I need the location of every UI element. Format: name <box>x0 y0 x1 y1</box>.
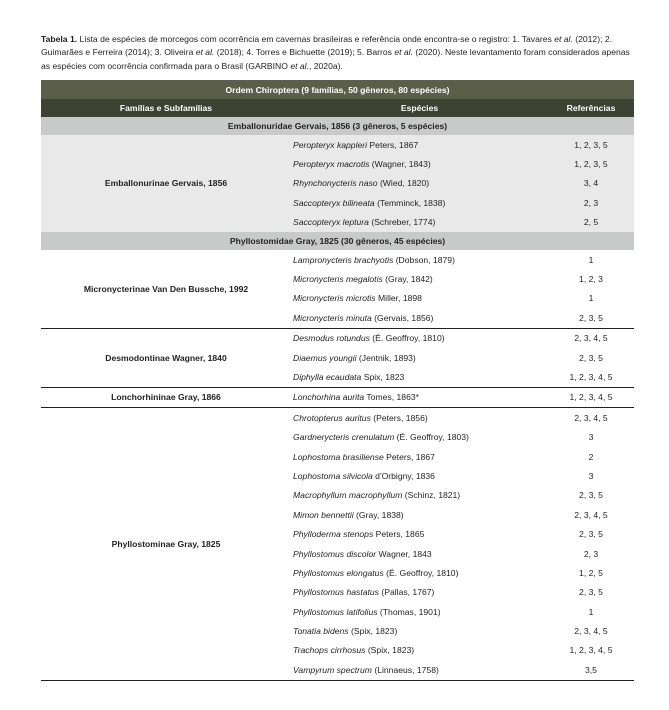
species-references: 2, 3, 5 <box>579 352 603 363</box>
species-scientific-name: Micronycteris megalotis <box>293 274 383 285</box>
species-references: 1, 2, 3, 5 <box>548 154 634 173</box>
species-author: (Schreber, 1774) <box>368 217 436 228</box>
species-scientific-name: Tonatia bidens <box>293 626 349 637</box>
species-name <box>291 486 548 505</box>
caption-text: (2018); 4. Torres e Bichuette (2019); 5. Barros <box>214 47 395 58</box>
subfamily-name: Phyllostominae Gray, 1825 <box>41 408 291 680</box>
species-author: (Peters, 1856) <box>370 412 428 423</box>
species-author: Peters, 1865 <box>373 529 425 540</box>
caption-text: , 2020a). <box>308 60 343 71</box>
species-references: 2, 3, 4, 5 <box>574 626 608 637</box>
caption-etal: et al. <box>195 47 215 58</box>
species-scientific-name: Phyllostomus elongatus <box>293 567 384 578</box>
species-references: 2, 3, 4, 5 <box>548 408 634 428</box>
species-name <box>291 367 548 387</box>
species-author: (Linnaeus, 1758) <box>371 664 439 675</box>
species-table <box>41 80 634 681</box>
species-author: Tomes, 1863* <box>364 392 419 403</box>
species-author: Spix, 1823 <box>361 371 405 382</box>
species-name <box>291 563 548 582</box>
species-author: Peters, 1867 <box>383 451 435 462</box>
species-name <box>291 641 548 660</box>
caption-etal: et al. <box>290 60 309 71</box>
species-name <box>291 621 548 640</box>
table-body <box>41 117 634 680</box>
species-scientific-name: Lampronycteris brachyotis <box>293 254 394 265</box>
species-references: 2 <box>588 451 594 462</box>
species-name <box>291 328 548 348</box>
species-author: (É. Geoffroy, 1810) <box>383 567 459 578</box>
species-scientific-name: Saccopteryx leptura <box>293 217 369 228</box>
species-author: (É. Geoffroy, 1803) <box>394 432 469 443</box>
species-scientific-name: Lonchorhina aurita <box>293 392 365 403</box>
subfamily-name: Desmodontinae Wagner, 1840 <box>41 328 291 387</box>
species-name <box>291 466 548 485</box>
column-header-references: Referências <box>548 99 634 117</box>
species-author: (Spix, 1823) <box>365 645 415 656</box>
species-scientific-name: Rhynchonycteris naso <box>293 178 378 189</box>
species-author: (Jentnik, 1893) <box>356 352 416 363</box>
species-name <box>291 135 548 154</box>
species-references: 3 <box>588 470 594 481</box>
species-author: (É. Geoffroy, 1810) <box>369 333 445 344</box>
species-scientific-name: Diaemus youngii <box>293 352 357 363</box>
species-author: (Spix, 1823) <box>348 626 398 637</box>
column-header-species: Espécies <box>291 99 548 117</box>
species-scientific-name: Desmodus rotundus <box>293 333 370 344</box>
species-scientific-name: Micronycteris minuta <box>293 312 372 323</box>
family-name: Emballonuridae Gervais, 1856 (3 gêneros, 5 espécies) <box>41 117 634 135</box>
species-name <box>291 505 548 524</box>
family-row <box>41 117 634 135</box>
species-name <box>291 193 548 212</box>
species-name <box>291 269 548 288</box>
column-header-row <box>41 99 634 117</box>
species-name <box>291 289 548 308</box>
species-scientific-name: Vampyrum spectrum <box>293 664 372 675</box>
caption-text: (2020). Neste levantamento foram considerados apenas as espécies com ocorrência confirmada para o Brasil (GARBINO <box>41 47 630 71</box>
species-scientific-name: Saccopteryx bilineata <box>293 197 375 208</box>
species-name <box>291 387 548 407</box>
species-author: (Pallas, 1767) <box>378 587 435 598</box>
species-references: 2, 3, 5 <box>579 490 603 501</box>
species-name <box>291 250 548 269</box>
species-scientific-name: Phyllostomus hastatus <box>293 587 379 598</box>
species-name <box>291 154 548 173</box>
species-name <box>291 348 548 367</box>
species-name <box>291 447 548 466</box>
species-references: 2, 5 <box>548 213 634 232</box>
species-scientific-name: Lophostoma silvicola <box>293 470 373 481</box>
species-scientific-name: Chrotopterus auritus <box>293 412 371 423</box>
subfamily-name: Lonchorhininae Gray, 1866 <box>41 387 291 407</box>
species-scientific-name: Peropteryx kappleri <box>293 139 368 150</box>
species-row <box>41 387 634 407</box>
caption-text: (2012); 2. Guimarães e Ferreira (2014); 3. Oliveira <box>41 34 613 58</box>
caption-label: Tabela 1. <box>41 34 78 44</box>
species-scientific-name: Mimon bennettii <box>293 509 354 520</box>
species-author: (Gray, 1842) <box>382 274 433 285</box>
caption-text: Lista de espécies de morcegos com ocorrência em cavernas brasileiras e referência onde encontra-se o registro: 1. Tavares <box>77 34 555 44</box>
order-header-row <box>41 80 634 99</box>
species-scientific-name: Phylloderma stenops <box>293 529 374 540</box>
species-author: Wagner, 1843 <box>376 548 432 559</box>
species-author: Miller, 1898 <box>375 293 422 304</box>
species-name <box>291 174 548 193</box>
species-references: 2, 3, 5 <box>579 529 603 540</box>
species-name <box>291 660 548 680</box>
family-name: Phyllostomidae Gray, 1825 (30 gêneros, 45 espécies) <box>41 232 634 250</box>
species-author: (Dobson, 1879) <box>393 254 455 265</box>
species-scientific-name: Phyllostomus discolor <box>293 548 377 559</box>
species-author: (Wied, 1820) <box>377 178 430 189</box>
species-name <box>291 308 548 328</box>
species-references: 1, 2, 5 <box>579 567 603 578</box>
species-author: (Gervais, 1856) <box>371 312 434 323</box>
species-references: 3 <box>588 432 594 443</box>
species-references: 1 <box>588 606 594 617</box>
species-references: 2, 3, 5 <box>579 587 603 598</box>
caption-etal: et al. <box>554 34 573 44</box>
table-caption <box>41 33 631 73</box>
species-name <box>291 544 548 563</box>
species-row <box>41 408 634 428</box>
species-references: 2, 3, 4, 5 <box>574 509 608 520</box>
species-scientific-name: Diphylla ecaudata <box>293 371 362 382</box>
order-header: Ordem Chiroptera (9 famílias, 50 gêneros, 80 espécies) <box>41 80 634 99</box>
species-row <box>41 250 634 269</box>
species-references: 1 <box>588 293 594 304</box>
species-name <box>291 213 548 232</box>
species-name <box>291 602 548 621</box>
species-scientific-name: Gardnerycteris crenulatum <box>293 432 395 443</box>
species-references: 3, 4 <box>548 174 634 193</box>
subfamily-name: Micronycterinae Van Den Bussche, 1992 <box>83 283 249 294</box>
species-scientific-name: Micronycteris microtis <box>293 293 376 304</box>
species-references: 2, 3, 5 <box>579 312 603 323</box>
species-name <box>291 408 548 428</box>
species-author: (Thomas, 1901) <box>377 606 441 617</box>
family-row <box>41 232 634 250</box>
species-references: 1, 2, 3, 4, 5 <box>569 645 613 656</box>
species-author: (Temminck, 1838) <box>374 197 446 208</box>
species-references: 1, 2, 3, 5 <box>548 135 634 154</box>
species-references: 3,5 <box>548 660 634 680</box>
species-references: 1 <box>588 254 594 265</box>
species-author: (Gray, 1838) <box>353 509 404 520</box>
species-scientific-name: Peropteryx macrotis <box>293 159 370 170</box>
species-author: (Schinz, 1821) <box>402 490 461 501</box>
species-references: 1, 2, 3, 4, 5 <box>548 387 634 407</box>
species-scientific-name: Lophostoma brasiliense <box>293 451 384 462</box>
species-author: Peters, 1867 <box>367 139 419 150</box>
species-name <box>291 524 548 543</box>
species-references: 2, 3 <box>548 193 634 212</box>
caption-etal: et al. <box>394 47 413 58</box>
species-references: 2, 3 <box>583 548 599 559</box>
species-scientific-name: Macrophyllum macrophyllum <box>293 490 403 501</box>
species-name <box>291 427 548 446</box>
species-scientific-name: Trachops cirrhosus <box>293 645 366 656</box>
species-author: d'Orbigny, 1836 <box>372 470 435 481</box>
species-author: (Wagner, 1843) <box>369 159 431 170</box>
species-references: 2, 3, 4, 5 <box>548 328 634 348</box>
subfamily-name: Emballonurinae Gervais, 1856 <box>41 135 291 232</box>
species-references: 1, 2, 3 <box>579 274 603 285</box>
species-name <box>291 583 548 602</box>
species-row <box>41 328 634 348</box>
species-scientific-name: Phyllostomus latifolius <box>293 606 378 617</box>
species-references: 1, 2, 3, 4, 5 <box>569 371 613 382</box>
species-row <box>41 135 634 154</box>
column-header-family: Famílias e Subfamílias <box>41 99 291 117</box>
